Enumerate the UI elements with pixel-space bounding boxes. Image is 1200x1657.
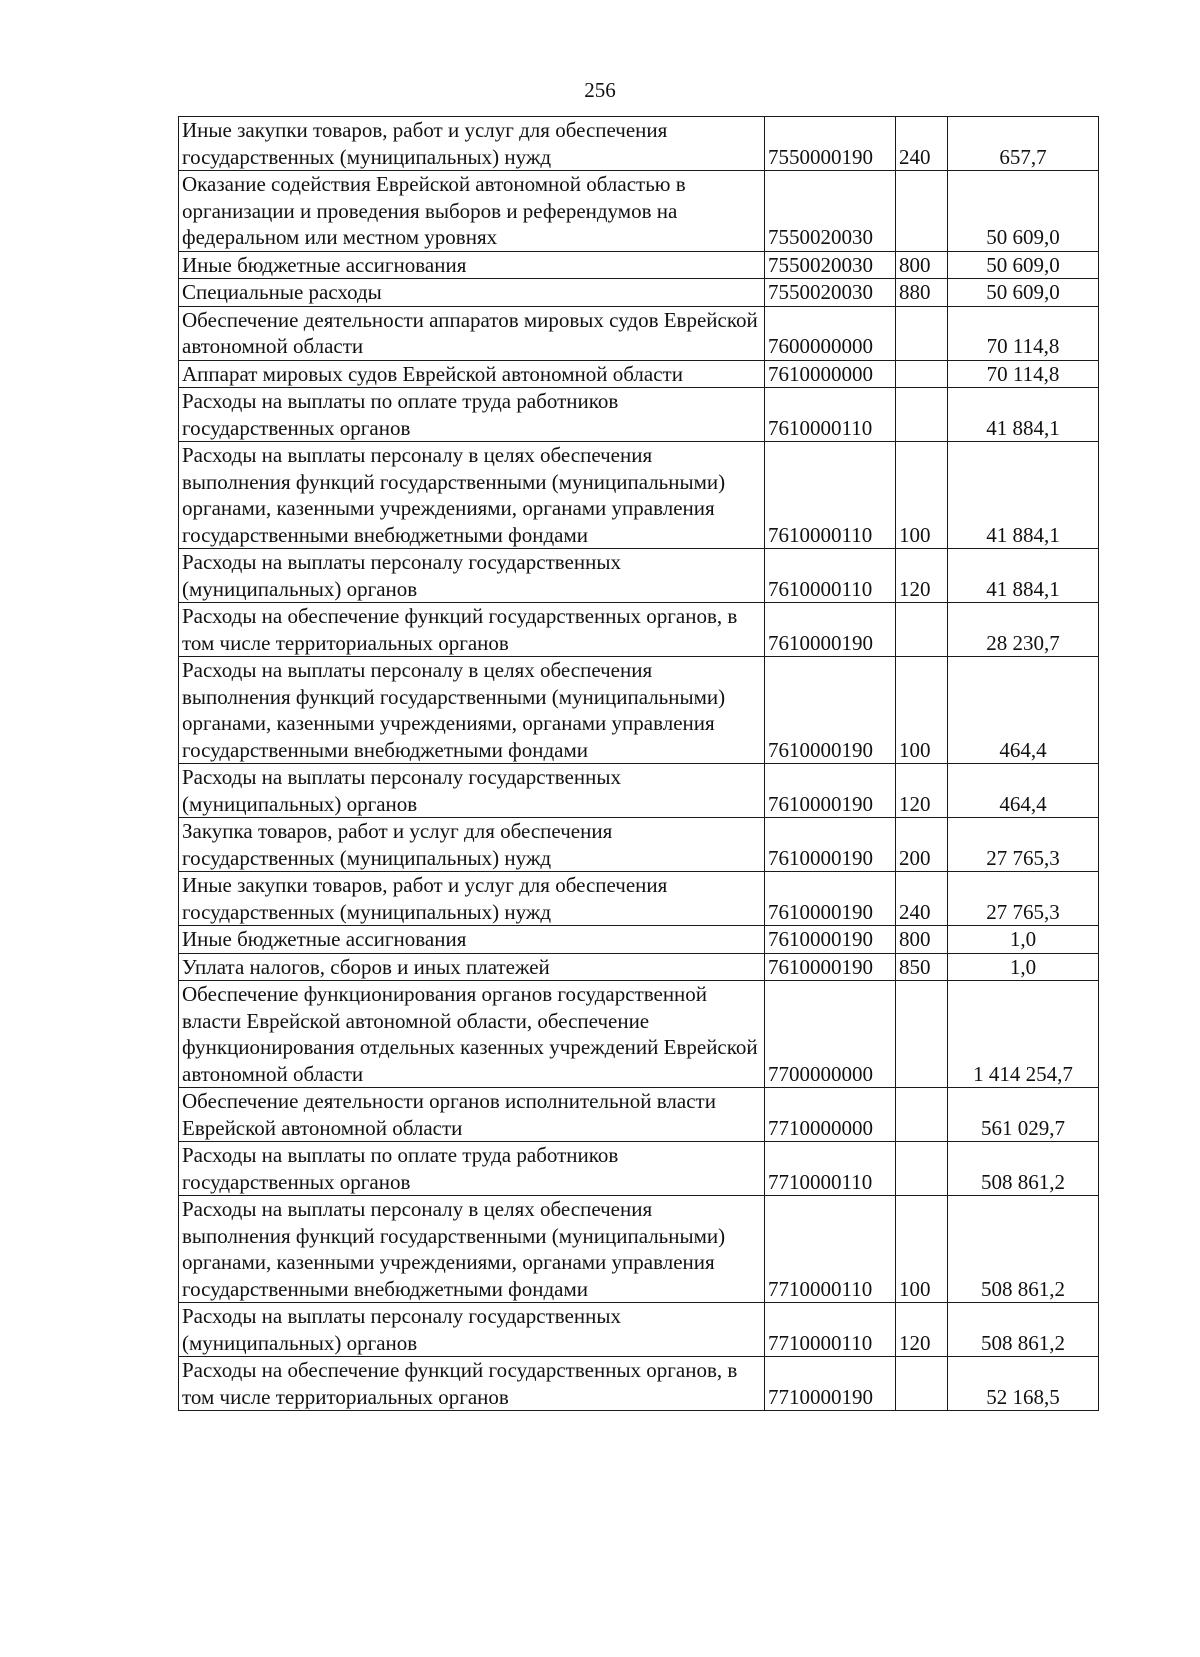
table-row: [179, 818, 1099, 872]
row-type-cell: 800: [896, 251, 948, 279]
row-name-cell: Специальные расходы: [179, 279, 765, 307]
row-name-cell: Иные бюджетные ассигнования: [179, 251, 765, 279]
row-name-cell: Иные бюджетные ассигнования: [179, 926, 765, 954]
row-code-cell: 7610000190: [765, 926, 896, 954]
row-name-cell: Уплата налогов, сборов и иных платежей: [179, 953, 765, 981]
row-type-cell: 120: [896, 764, 948, 818]
page-number: 256: [584, 78, 616, 102]
row-sum-cell: 41 884,1: [948, 388, 1099, 442]
row-sum-cell: 52 168,5: [948, 1357, 1099, 1411]
row-code-cell: 7710000110: [765, 1303, 896, 1357]
row-type-cell: 850: [896, 953, 948, 981]
row-code-cell: 7600000000: [765, 306, 896, 360]
row-code-cell: 7700000000: [765, 981, 896, 1088]
row-type-cell: [896, 981, 948, 1088]
row-name-cell: Расходы на выплаты по оплате труда работников государственных органов: [179, 1142, 765, 1196]
row-type-cell: [896, 603, 948, 657]
row-name-cell: Закупка товаров, работ и услуг для обеспечения государственных (муниципальных) нужд: [179, 818, 765, 872]
row-sum-cell: 28 230,7: [948, 603, 1099, 657]
row-type-cell: [896, 360, 948, 388]
row-type-cell: 240: [896, 872, 948, 926]
row-type-cell: 100: [896, 442, 948, 549]
table-row: [179, 549, 1099, 603]
row-type-cell: [896, 171, 948, 252]
table-row: [179, 872, 1099, 926]
row-code-cell: 7550020030: [765, 171, 896, 252]
row-code-cell: 7610000000: [765, 360, 896, 388]
row-code-cell: 7550020030: [765, 279, 896, 307]
row-sum-cell: 50 609,0: [948, 251, 1099, 279]
row-sum-cell: 41 884,1: [948, 442, 1099, 549]
row-name-cell: Иные закупки товаров, работ и услуг для обеспечения государственных (муниципальных) нужд: [179, 117, 765, 171]
row-sum-cell: 1 414 254,7: [948, 981, 1099, 1088]
row-type-cell: 880: [896, 279, 948, 307]
row-code-cell: 7710000190: [765, 1357, 896, 1411]
row-code-cell: 7610000110: [765, 388, 896, 442]
row-sum-cell: 464,4: [948, 764, 1099, 818]
row-type-cell: [896, 1142, 948, 1196]
row-code-cell: 7550000190: [765, 117, 896, 171]
row-type-cell: [896, 1088, 948, 1142]
row-sum-cell: 70 114,8: [948, 306, 1099, 360]
row-name-cell: Оказание содействия Еврейской автономной областью в организации и проведения выборов и референдумов на федеральном или местном уровнях: [179, 171, 765, 252]
table-row: [179, 171, 1099, 252]
table-row: [179, 251, 1099, 279]
row-code-cell: 7710000110: [765, 1142, 896, 1196]
row-name-cell: Иные закупки товаров, работ и услуг для обеспечения государственных (муниципальных) нужд: [179, 872, 765, 926]
row-sum-cell: 27 765,3: [948, 872, 1099, 926]
row-type-cell: [896, 1357, 948, 1411]
table-row: [179, 764, 1099, 818]
row-sum-cell: 464,4: [948, 657, 1099, 764]
table-row: [179, 388, 1099, 442]
table-row: [179, 360, 1099, 388]
row-code-cell: 7610000190: [765, 764, 896, 818]
row-name-cell: Расходы на выплаты персоналу государственных (муниципальных) органов: [179, 764, 765, 818]
row-code-cell: 7710000000: [765, 1088, 896, 1142]
row-type-cell: 100: [896, 1196, 948, 1303]
table-row: [179, 1088, 1099, 1142]
row-name-cell: Обеспечение функционирования органов государственной власти Еврейской автономной области, обеспечение функционирования отдельных казенных учреждений Еврейской автономной области: [179, 981, 765, 1088]
row-code-cell: 7610000110: [765, 549, 896, 603]
row-code-cell: 7610000190: [765, 603, 896, 657]
table-row: [179, 1142, 1099, 1196]
row-type-cell: 120: [896, 1303, 948, 1357]
row-sum-cell: 50 609,0: [948, 279, 1099, 307]
row-sum-cell: 508 861,2: [948, 1196, 1099, 1303]
table-row: [179, 657, 1099, 764]
row-name-cell: Расходы на выплаты персоналу в целях обеспечения выполнения функций государственными (муниципальными) органами, казенными учреждениями, органами управления государственными внебюджетными фондами: [179, 657, 765, 764]
row-type-cell: 800: [896, 926, 948, 954]
row-type-cell: 200: [896, 818, 948, 872]
row-type-cell: [896, 306, 948, 360]
row-code-cell: 7610000190: [765, 872, 896, 926]
row-name-cell: Расходы на выплаты персоналу государственных (муниципальных) органов: [179, 1303, 765, 1357]
row-sum-cell: 50 609,0: [948, 171, 1099, 252]
row-name-cell: Расходы на выплаты по оплате труда работников государственных органов: [179, 388, 765, 442]
row-name-cell: Расходы на выплаты персоналу государственных (муниципальных) органов: [179, 549, 765, 603]
row-sum-cell: 657,7: [948, 117, 1099, 171]
row-name-cell: Обеспечение деятельности аппаратов мировых судов Еврейской автономной области: [179, 306, 765, 360]
row-name-cell: Расходы на обеспечение функций государственных органов, в том числе территориальных органов: [179, 603, 765, 657]
row-name-cell: Расходы на выплаты персоналу в целях обеспечения выполнения функций государственными (муниципальными) органами, казенными учреждениями, органами управления государственными внебюджетными фондами: [179, 1196, 765, 1303]
row-sum-cell: 27 765,3: [948, 818, 1099, 872]
row-sum-cell: 1,0: [948, 953, 1099, 981]
row-code-cell: 7610000190: [765, 657, 896, 764]
row-code-cell: 7710000110: [765, 1196, 896, 1303]
row-name-cell: Расходы на выплаты персоналу в целях обеспечения выполнения функций государственными (муниципальными) органами, казенными учреждениями, органами управления государственными внебюджетными фондами: [179, 442, 765, 549]
table-row: [179, 1303, 1099, 1357]
table-row: [179, 926, 1099, 954]
table-row: [179, 306, 1099, 360]
row-code-cell: 7610000110: [765, 442, 896, 549]
row-type-cell: [896, 388, 948, 442]
table-row: [179, 442, 1099, 549]
row-sum-cell: 508 861,2: [948, 1303, 1099, 1357]
row-name-cell: Обеспечение деятельности органов исполнительной власти Еврейской автономной области: [179, 1088, 765, 1142]
table-row: [179, 1196, 1099, 1303]
row-sum-cell: 70 114,8: [948, 360, 1099, 388]
row-name-cell: Расходы на обеспечение функций государственных органов, в том числе территориальных органов: [179, 1357, 765, 1411]
row-code-cell: 7550020030: [765, 251, 896, 279]
row-sum-cell: 508 861,2: [948, 1142, 1099, 1196]
row-sum-cell: 561 029,7: [948, 1088, 1099, 1142]
row-type-cell: 120: [896, 549, 948, 603]
row-name-cell: Аппарат мировых судов Еврейской автономной области: [179, 360, 765, 388]
row-sum-cell: 41 884,1: [948, 549, 1099, 603]
budget-table: [178, 116, 1099, 1411]
row-code-cell: 7610000190: [765, 953, 896, 981]
table-row: [179, 279, 1099, 307]
table-row: [179, 1357, 1099, 1411]
row-sum-cell: 1,0: [948, 926, 1099, 954]
row-type-cell: 240: [896, 117, 948, 171]
table-row: [179, 117, 1099, 171]
row-type-cell: 100: [896, 657, 948, 764]
row-code-cell: 7610000190: [765, 818, 896, 872]
table-row: [179, 981, 1099, 1088]
table-row: [179, 953, 1099, 981]
table-row: [179, 603, 1099, 657]
